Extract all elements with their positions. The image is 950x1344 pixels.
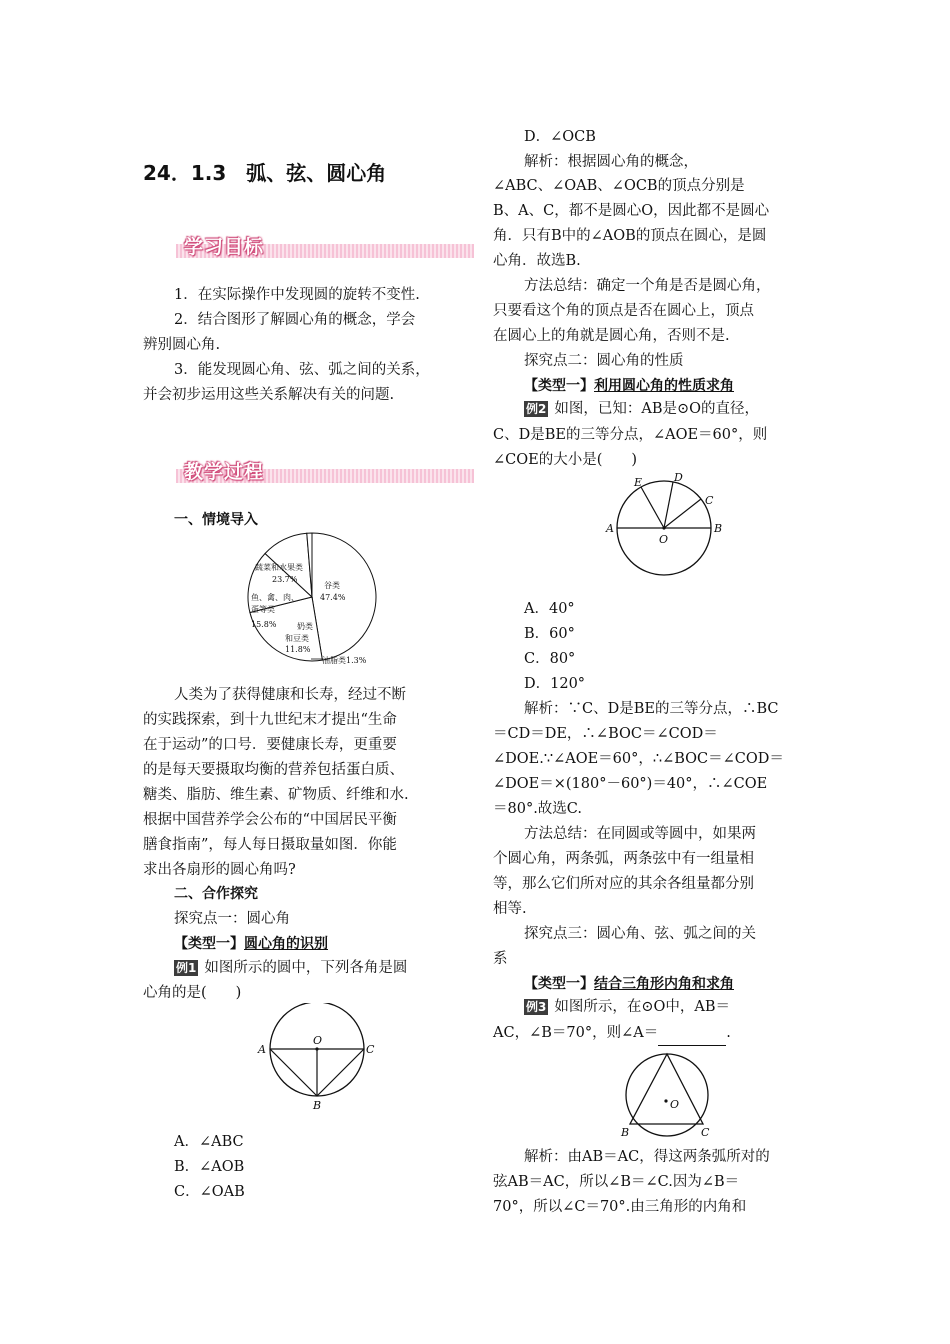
pie-label: 油脂类1.3% [322,656,367,665]
section-heading: 二、合作探究 [174,886,258,902]
example-3-figure [613,1052,723,1142]
point-label: B [714,522,723,535]
intro-line: 根据中国营养学会公布的“中国居民平衡 [143,812,397,828]
explore-point: 探究点三：圆心角、弦、弧之间的关 [524,926,756,942]
analysis-line: 心角．故选B. [493,253,581,269]
pie-label: 47.4% [320,593,346,602]
example-text: 如图所示的圆中，下列各角是圆 [204,960,408,976]
banner-goals-label: 学习目标 [184,236,265,258]
example-text: 心角的是( ) [143,985,242,1001]
goal-line: 辨别圆心角. [143,337,221,353]
analysis-line: 弦AB＝AC，所以∠B＝∠C.因为∠B＝ [493,1174,740,1190]
example-text-part: AC，∠B＝70°，则∠A＝ [493,1025,659,1041]
example-text: 如图所示，在⊙O中，AB＝ [554,999,731,1015]
summary-line: 相等. [493,901,527,917]
explore-point: 探究点一：圆心角 [174,911,290,927]
option: D．120° [524,676,586,692]
point-label: C [705,494,714,507]
analysis-line: ＝80°.故选C. [493,801,582,817]
analysis-line: ∠ABC、∠OAB、∠OCB的顶点分别是 [493,178,745,194]
explore-point: 探究点二：圆心角的性质 [524,353,684,369]
nutrition-pie-chart [240,528,400,670]
example-text: C、D是BE的三等分点，∠AOE＝60°，则 [493,427,768,443]
example-3-question [524,995,730,1020]
option: B．∠AOB [174,1159,245,1175]
type-tag: 【类型一】 [174,936,244,952]
example-text-part: . [726,1025,731,1041]
point-label: B [313,1099,322,1112]
page-title: 24．1.3 弧、弦、圆心角 [143,161,387,185]
type-heading [524,972,734,997]
type-text: 利用圆心角的性质求角 [594,378,734,394]
banner-process-label: 教学过程 [184,461,265,483]
example-badge: 例1 [176,961,197,975]
analysis-line: 解析：∵C、D是BE的三等分点，∴BC [524,701,779,717]
analysis-line: 70°，所以∠C＝70°.由三角形的内角和 [493,1199,747,1215]
analysis-line: 解析：根据圆心角的概念， [524,154,698,170]
option: C．∠OAB [174,1184,245,1200]
summary-line: 方法总结：确定一个角是否是圆心角， [524,278,771,294]
goal-line: 并会初步运用这些关系解决有关的问题. [143,387,395,403]
analysis-line: ∠DOE＝×(180°－60°)＝40°，∴∠COE [493,776,768,792]
analysis-line: ∠DOE.∵∠AOE＝60°，∴∠BOC＝∠COD＝ [493,751,784,767]
pie-label: 蔬菜和水果类 [255,563,303,572]
banner-goals [176,232,474,262]
type-text: 圆心角的识别 [244,936,328,952]
pie-label: 和豆类 [285,634,309,643]
intro-line: 人类为了获得健康和长寿，经过不断 [174,687,406,703]
summary-line: 个圆心角，两条弧，两条弦中有一组量相 [493,851,754,867]
option: A．∠ABC [174,1134,244,1150]
example-badge: 例2 [526,402,547,416]
point-label: D [674,471,683,484]
summary-line: 只要看这个角的顶点是否在圆心上，顶点 [493,303,754,319]
summary-line: 在圆心上的角就是圆心角，否则不是. [493,328,730,344]
summary-line: 方法总结：在同圆或等圆中，如果两 [524,826,756,842]
option: A．40° [524,601,575,617]
pie-label: 23.7% [272,575,298,584]
point-label: A [606,522,614,535]
pie-label: 谷类 [324,581,340,590]
pie-label: 鱼、禽、肉、 [251,593,299,602]
example-text [493,1021,731,1046]
goal-line: 1．在实际操作中发现圆的旋转不变性. [174,287,420,303]
intro-line: 求出各扇形的圆心角吗? [143,862,296,878]
analysis-line: ＝CD＝DE，∴∠BOC＝∠COD＝ [493,726,718,742]
example-text: ∠COE的大小是( ) [493,452,638,468]
pie-label: 奶类 [297,622,313,631]
analysis-line: 角．只有B中的∠AOB的顶点在圆心，是圆 [493,228,767,244]
example-1-question [174,956,407,981]
banner-process [176,457,474,487]
goal-line: 2．结合图形了解圆心角的概念，学会 [174,312,416,328]
example-1-figure [255,1003,385,1113]
example-text: 如图，已知：AB是⊙O的直径， [554,401,760,417]
pie-label: 15.8% [251,620,277,629]
point-label: C [366,1043,375,1056]
goal-line: 3．能发现圆心角、弦、弧之间的关系， [174,362,430,378]
point-label: B [621,1126,630,1139]
example-badge: 例3 [526,1000,547,1014]
analysis-line: 解析：由AB＝AC，得这两条弧所对的 [524,1149,770,1165]
section-heading: 一、情境导入 [174,512,258,528]
pie-label: 11.8% [285,645,311,654]
type-tag: 【类型一】 [524,378,594,394]
type-tag: 【类型一】 [524,976,594,992]
point-label: O [659,533,669,546]
point-label: C [701,1126,710,1139]
example-2-question [524,397,759,422]
type-heading [174,932,328,957]
option: B．60° [524,626,575,642]
type-text: 结合三角形内角和求角 [594,976,734,992]
type-heading [524,374,734,399]
intro-line: 膳食指南”，每人每日摄取量如图．你能 [143,837,397,853]
explore-point: 系 [493,951,508,967]
summary-line: 等，那么它们所对应的其余各组量都分别 [493,876,754,892]
point-label: O [670,1098,680,1111]
intro-line: 的是每天要摄取均衡的营养包括蛋白质、 [143,762,404,778]
analysis-line: B、A、C，都不是圆心O，因此都不是圆心 [493,203,770,219]
option: C．80° [524,651,576,667]
point-label: A [258,1043,266,1056]
point-label: E [634,476,643,489]
point-label: O [313,1034,323,1047]
option: D．∠OCB [524,129,596,145]
intro-line: 糖类、脂肪、维生素、矿物质、纤维和水. [143,787,409,803]
example-2-figure [604,470,734,582]
intro-line: 的实践探索，到十九世纪末才提出“生命 [143,712,397,728]
answer-blank [658,1031,726,1046]
intro-line: 在于运动”的口号．要健康长寿，更重要 [143,737,397,753]
pie-label: 蛋等类 [251,605,275,614]
